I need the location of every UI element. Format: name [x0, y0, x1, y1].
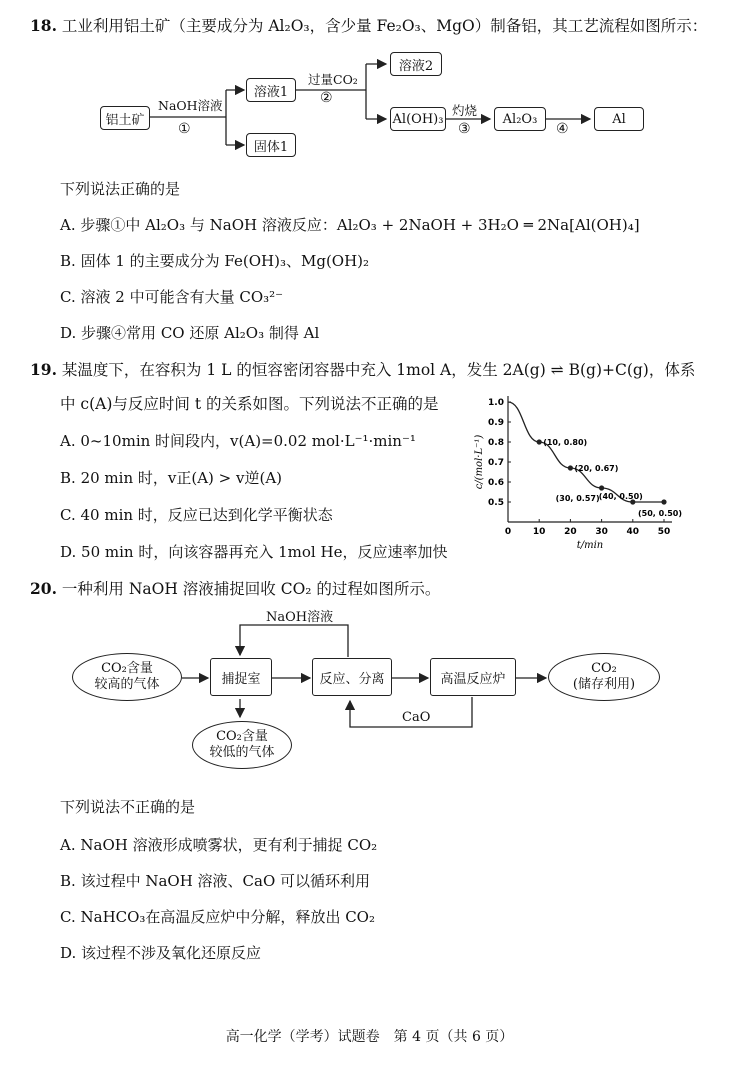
- step4-label: ④: [556, 121, 569, 137]
- option-text: 溶液 2 中可能含有大量 CO₃²⁻: [80, 288, 284, 306]
- ore-label: 铝土矿: [105, 112, 145, 128]
- product-line1: CO₂: [591, 661, 617, 676]
- al2o3-box: [494, 107, 546, 131]
- q20-stem: [30, 577, 440, 599]
- q18-option-d[interactable]: [60, 322, 319, 343]
- data-label: (40, 0.50): [598, 492, 643, 501]
- q20-option-b[interactable]: [60, 870, 370, 891]
- option-text: NaHCO₃在高温反应炉中分解，释放出 CO₂: [80, 908, 375, 926]
- product-ellipse: [548, 653, 660, 701]
- option-text: 40 min 时，反应已达到化学平衡状态: [80, 506, 333, 524]
- q18-option-b[interactable]: [60, 250, 369, 271]
- q19-stem-line1: [30, 358, 695, 380]
- option-text: 固体 1 的主要成分为 Fe(OH)₃、Mg(OH)₂: [80, 252, 370, 270]
- input-gas-ellipse: [72, 653, 182, 701]
- y-axis-label: c/(mol·L⁻¹): [474, 434, 485, 490]
- y-tick-label: 0.5: [488, 498, 504, 508]
- q18-option-a[interactable]: [60, 214, 640, 235]
- option-letter: C.: [60, 908, 76, 926]
- q19-number: 19.: [30, 360, 57, 379]
- q19-chart: [470, 388, 700, 558]
- q20-number: 20.: [30, 579, 57, 598]
- data-point: [568, 465, 573, 470]
- input-gas-line1: CO₂含量: [101, 661, 153, 676]
- x-tick-label: 40: [626, 527, 640, 537]
- y-tick-label: 0.6: [488, 478, 504, 488]
- option-letter: C.: [60, 506, 76, 524]
- option-text: 20 min 时，v正(A) > v逆(A): [80, 469, 283, 487]
- data-label: (50, 0.50): [638, 509, 683, 518]
- q20-option-c[interactable]: [60, 906, 375, 927]
- option-text: 该过程中 NaOH 溶液、CaO 可以循环利用: [80, 872, 371, 890]
- low-gas-line2: 较低的气体: [209, 745, 275, 760]
- al2o3-label: Al₂O₃: [502, 111, 538, 127]
- page-footer: 高一化学（学考）试题卷 第 4 页（共 6 页）: [225, 1029, 514, 1045]
- step1-label: ①: [178, 121, 191, 137]
- option-text: 步骤④常用 CO 还原 Al₂O₃ 制得 Al: [81, 324, 320, 342]
- step2-label: ②: [320, 90, 333, 106]
- data-point: [537, 439, 542, 444]
- option-text: 该过程不涉及氧化还原反应: [81, 944, 262, 962]
- option-text: NaOH 溶液形成喷雾状，更有利于捕捉 CO₂: [80, 836, 378, 854]
- q20-prompt: 下列说法不正确的是: [60, 798, 196, 816]
- x-tick-label: 30: [595, 527, 608, 537]
- q19-option-d[interactable]: [60, 541, 447, 562]
- q20-stem-text: 一种利用 NaOH 溶液捕捉回收 CO₂ 的过程如图所示。: [61, 580, 441, 598]
- ore-box: [100, 106, 150, 130]
- solution2-box: [390, 52, 442, 76]
- q18-stem-text: 工业利用铝土矿（主要成分为 Al₂O₃，含少量 Fe₂O₃、MgO）制备铝，其工艺流程如图所示：: [61, 17, 708, 35]
- y-tick-label: 1.0: [488, 398, 504, 408]
- solid1-box: [246, 133, 296, 157]
- q18-number: 18.: [30, 16, 57, 35]
- q18-prompt: 下列说法正确的是: [60, 180, 181, 198]
- x-tick-label: 20: [564, 527, 577, 537]
- data-point: [661, 499, 666, 504]
- solution1-label: 溶液1: [253, 84, 289, 100]
- q19-stem-line2: 中 c(A)与反应时间 t 的关系如图。下列说法不正确的是: [60, 395, 439, 413]
- low-gas-line1: CO₂含量: [216, 729, 268, 744]
- series-line: [508, 402, 664, 502]
- q20-option-d[interactable]: [60, 942, 261, 963]
- q18-stem: [30, 14, 707, 36]
- option-letter: B.: [60, 469, 76, 487]
- option-letter: B.: [60, 252, 76, 270]
- aloh3-box: [390, 107, 446, 131]
- y-tick-label: 0.7: [488, 458, 504, 468]
- al-label: Al: [612, 111, 626, 127]
- aloh3-label: Al(OH)₃: [392, 111, 444, 127]
- q19-option-c[interactable]: [60, 504, 333, 525]
- option-letter: D.: [60, 944, 77, 962]
- option-text: 0~10min 时间段内，v(A)=0.02 mol·L⁻¹·min⁻¹: [80, 432, 416, 450]
- cao-label: CaO: [402, 710, 431, 725]
- data-label: (20, 0.67): [574, 464, 619, 473]
- option-text: 50 min 时，向该容器再充入 1mol He，反应速率加快: [81, 543, 448, 561]
- q19-stem-text1: 某温度下，在容积为 1 L 的恒容密闭容器中充入 1mol A，发生 2A(g) ⇌ B(g)+C(g)，体系: [61, 361, 696, 379]
- naoh-label: NaOH溶液: [266, 610, 334, 625]
- q19-option-a[interactable]: [60, 430, 416, 451]
- q19-option-b[interactable]: [60, 467, 282, 488]
- solution1-box: [246, 78, 296, 102]
- reagent2-label: 过量CO₂: [308, 72, 358, 87]
- data-label: (10, 0.80): [543, 438, 588, 447]
- option-letter: D.: [60, 543, 77, 561]
- q18-option-c[interactable]: [60, 286, 283, 307]
- process3-label: 灼烧: [452, 103, 478, 118]
- input-gas-line2: 较高的气体: [94, 677, 160, 692]
- option-letter: B.: [60, 872, 76, 890]
- option-letter: A.: [60, 432, 76, 450]
- furnace-box: [430, 658, 516, 696]
- y-tick-label: 0.8: [488, 438, 504, 448]
- option-letter: D.: [60, 324, 77, 342]
- capture-label: 捕捉室: [221, 671, 261, 687]
- low-gas-ellipse: [192, 721, 292, 769]
- furnace-label: 高温反应炉: [440, 671, 506, 687]
- x-tick-label: 50: [657, 527, 671, 537]
- data-label: (30, 0.57): [555, 494, 600, 503]
- option-letter: C.: [60, 288, 76, 306]
- reagent1-label: NaOH溶液: [158, 98, 223, 113]
- option-text: 步骤①中 Al₂O₃ 与 NaOH 溶液反应：Al₂O₃ + 2NaOH + 3H₂O ═ 2Na[Al(OH)₄]: [80, 216, 640, 234]
- capture-box: [210, 658, 272, 696]
- solid1-label: 固体1: [253, 139, 289, 155]
- y-tick-label: 0.9: [488, 418, 504, 428]
- step3-label: ③: [458, 121, 471, 137]
- solution2-label: 溶液2: [398, 58, 434, 74]
- react-label: 反应、分离: [319, 671, 385, 687]
- al-box: [594, 107, 644, 131]
- q20-option-a[interactable]: [60, 834, 377, 855]
- x-tick-label: 10: [532, 527, 546, 537]
- x-tick-label: 0: [504, 527, 512, 537]
- option-letter: A.: [60, 836, 76, 854]
- product-line2: (储存利用): [572, 677, 636, 692]
- option-letter: A.: [60, 216, 76, 234]
- data-point: [599, 485, 604, 490]
- react-box: [312, 658, 392, 696]
- x-axis-label: t/min: [576, 540, 604, 551]
